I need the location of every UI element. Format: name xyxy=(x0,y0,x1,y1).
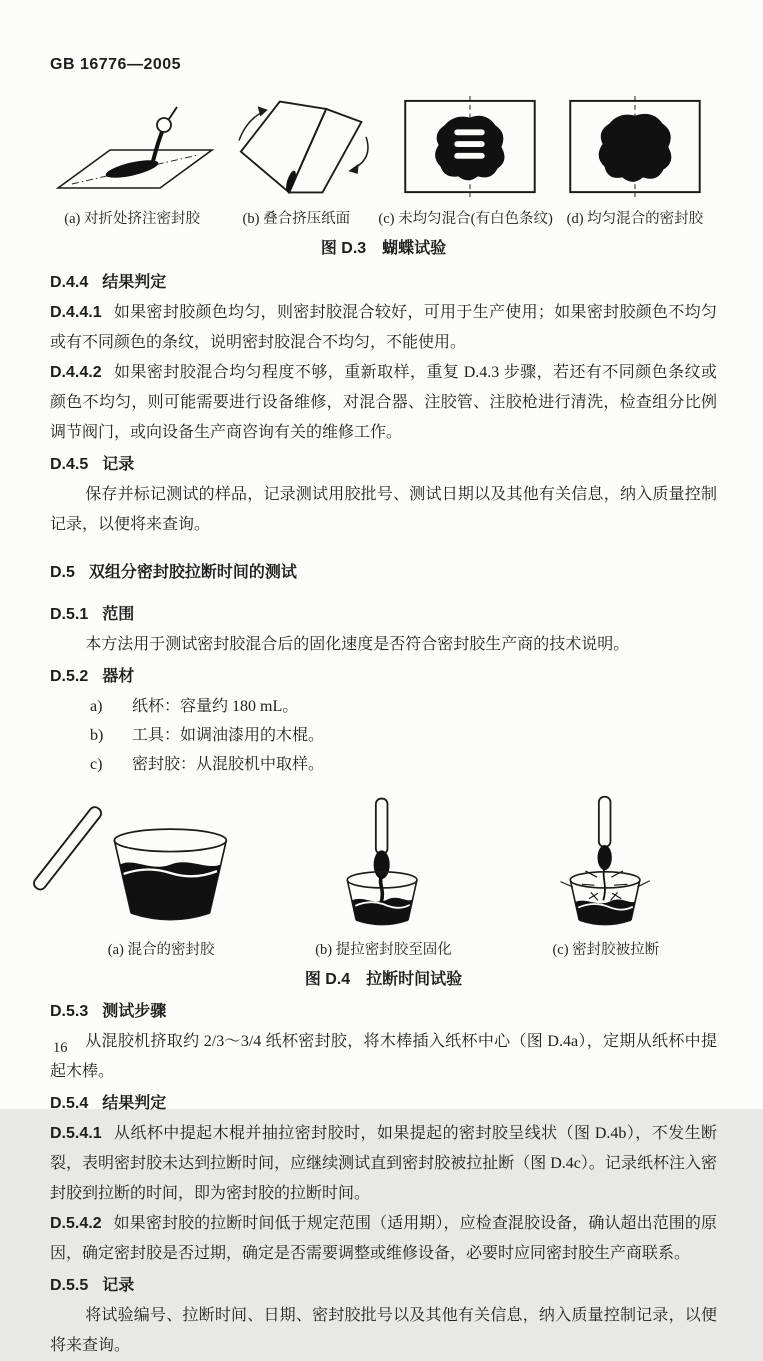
clause-number: D.5.4 xyxy=(50,1095,89,1112)
list-item-c xyxy=(90,750,717,779)
heading-d5 xyxy=(50,558,717,588)
clause-number: D.5.4.1 xyxy=(50,1125,102,1142)
figure-d4-title: 图 D.4 拉断时间试验 xyxy=(304,971,463,988)
clause-number: D.5 xyxy=(50,564,75,581)
page-number: 16 xyxy=(53,1040,68,1056)
clause-number: D.5.1 xyxy=(50,606,89,623)
clause-number: D.5.4.2 xyxy=(50,1215,102,1232)
clause-number: D.5.3 xyxy=(50,1003,89,1020)
figure-d4c xyxy=(495,795,717,929)
heading-d5-3 xyxy=(50,997,717,1027)
figure-d3b-caption: (b) 叠合挤压纸面 xyxy=(242,211,351,227)
list-item-a xyxy=(90,692,717,721)
clause-title: 范围 xyxy=(102,606,135,623)
figure-d3d-caption: (d) 均匀混合的密封胶 xyxy=(566,211,704,227)
clause-number: D.4.4 xyxy=(50,274,89,291)
figure-d3c-caption: (c) 未均匀混合(有白色条纹) xyxy=(378,211,553,227)
clause-number: D.4.4.2 xyxy=(50,364,102,381)
list-text: 工具：如调油漆用的木棍。 xyxy=(132,727,325,744)
mixed-sealant-cup-icon xyxy=(61,803,261,929)
clause-title: 结果判定 xyxy=(102,274,167,291)
paragraph-d4-4-1 xyxy=(50,298,717,358)
paragraph-d5-3: 从混胶机挤取约 2/3～3/4 纸杯密封胶，将木棒插入纸杯中心（图 D.4a），定期从纸杯中提起木棒。 xyxy=(50,1033,717,1080)
figure-d4-captions xyxy=(50,938,717,959)
striped-butterfly-blob-icon xyxy=(394,96,544,198)
paragraph-d5-4-2 xyxy=(50,1209,717,1269)
paragraph-d5-4-1 xyxy=(50,1119,717,1209)
heading-d5-1 xyxy=(50,600,717,630)
list-label: a) xyxy=(90,698,103,715)
solid-butterfly-blob-icon xyxy=(559,96,709,198)
list-text: 密封胶：从混胶机中取样。 xyxy=(132,756,325,773)
figure-d4b-caption: (b) 提拉密封胶至固化 xyxy=(315,942,452,958)
clause-text: 如果密封胶的拉断时间低于规定范围（适用期），应检查混胶设备，确认超出范围的原因，确定密封胶是否过期，确定是否需要调整或维修设备，必要时应同密封胶生产商联系。 xyxy=(50,1215,717,1262)
clause-text: 从纸杯中提起木棍并抽拉密封胶时，如果提起的密封胶呈线状（图 D.4b），不发生断裂，表明密封胶未达到拉断时间，应继续测试直到密封胶被拉扯断（图 D.4c）。记录纸杯注入密封胶到拉断的时间，即为密封胶的拉断时间。 xyxy=(50,1125,717,1202)
doc-number: GB 16776—2005 xyxy=(50,56,182,73)
clause-number: D.5.2 xyxy=(50,668,89,685)
list-label: c) xyxy=(90,756,103,773)
figure-d4-row xyxy=(50,795,717,929)
list-label: b) xyxy=(90,727,104,744)
clause-title: 测试步骤 xyxy=(102,1003,167,1020)
figure-d3-captions xyxy=(50,207,717,228)
clause-number: D.4.5 xyxy=(50,456,89,473)
figure-d4a xyxy=(50,803,272,929)
clause-text: 如果密封胶颜色均匀，则密封胶混合较好，可用于生产使用；如果密封胶颜色不均匀或有不同颜色的条纹，说明密封胶混合不均匀，不能使用。 xyxy=(50,304,717,351)
snapped-sealant-cup-icon xyxy=(541,795,671,929)
paragraph-d5-5: 将试验编号、拉断时间、日期、密封胶批号以及其他有关信息，纳入质量控制记录，以便将来查询。 xyxy=(50,1307,717,1354)
clause-title: 双组分密封胶拉断时间的测试 xyxy=(88,564,297,581)
stringy-sealant-cup-icon xyxy=(318,795,448,929)
heading-d4-5 xyxy=(50,450,717,480)
figure-d3d xyxy=(551,96,717,198)
figure-d4b xyxy=(272,795,494,929)
clause-title: 器材 xyxy=(102,668,135,685)
list-item-b xyxy=(90,721,717,750)
folded-paper-press-icon xyxy=(228,96,378,198)
figure-d4a-caption: (a) 混合的密封胶 xyxy=(107,942,215,958)
figure-d4c-caption: (c) 密封胶被拉断 xyxy=(552,942,660,958)
heading-d5-5 xyxy=(50,1271,717,1301)
figure-d3a-caption: (a) 对折处挤注密封胶 xyxy=(64,211,200,227)
figure-d3b xyxy=(220,96,386,198)
clause-text: 如果密封胶混合均匀程度不够，重新取样，重复 D.4.3 步骤，若还有不同颜色条纹或颜色不均匀，则可能需要进行设备维修，对混合器、注胶管、注胶枪进行清洗，检查组分比例调节阀门，或向设备生产商咨询有关的维修工作。 xyxy=(50,364,717,441)
clause-number: D.5.5 xyxy=(50,1277,89,1294)
list-text: 纸杯：容量约 180 mL。 xyxy=(132,698,299,715)
caulk-bead-on-paper-icon xyxy=(50,98,220,198)
figure-d3-row xyxy=(50,96,717,198)
clause-title: 记录 xyxy=(102,456,135,473)
figure-d3a xyxy=(50,98,220,198)
paragraph-d5-1: 本方法用于测试密封胶混合后的固化速度是否符合密封胶生产商的技术说明。 xyxy=(85,636,630,653)
clause-number: D.4.4.1 xyxy=(50,304,102,321)
heading-d5-4 xyxy=(50,1089,717,1119)
paragraph-d4-4-2 xyxy=(50,358,717,448)
figure-d3c xyxy=(386,96,552,198)
paragraph-d4-5: 保存并标记测试的样品，记录测试用胶批号、测试日期以及其他有关信息，纳入质量控制记录，以便将来查询。 xyxy=(50,486,717,533)
figure-d3-title: 图 D.3 蝴蝶试验 xyxy=(320,240,447,257)
clause-title: 结果判定 xyxy=(102,1095,167,1112)
heading-d5-2 xyxy=(50,662,717,692)
clause-title: 记录 xyxy=(102,1277,135,1294)
heading-d4-4 xyxy=(50,268,717,298)
